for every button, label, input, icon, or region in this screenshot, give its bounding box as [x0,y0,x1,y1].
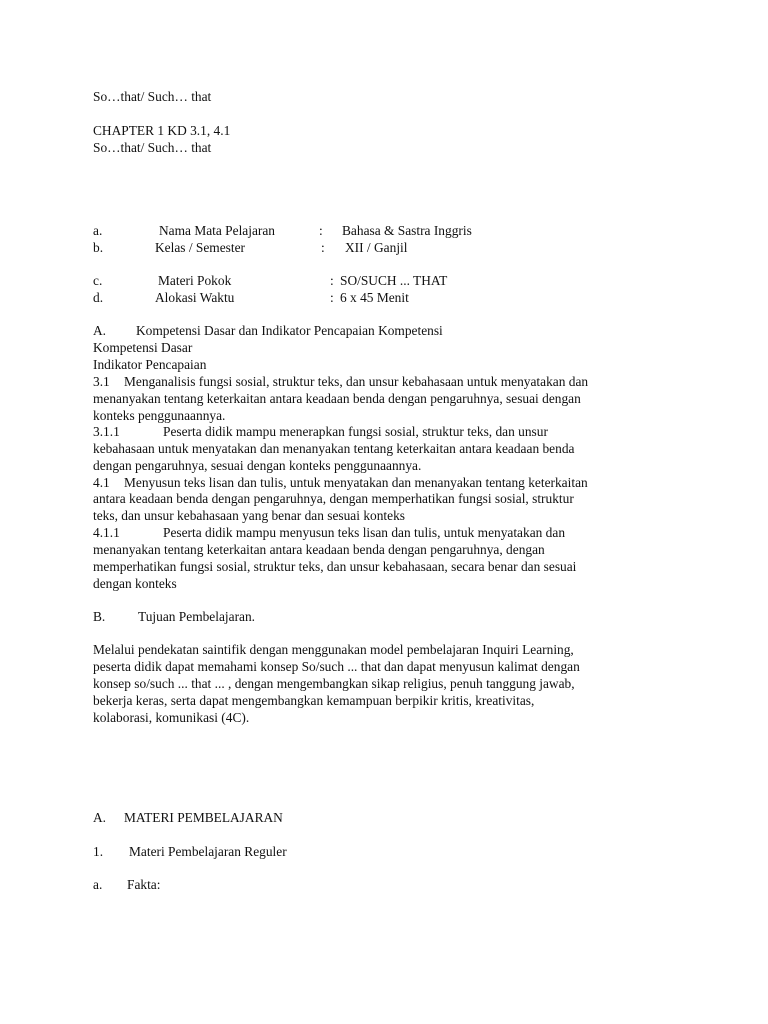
indicator-subheading: Indikator Pencapaian [93,357,207,372]
identity-separator: : [330,290,334,305]
objective-line: bekerja keras, serta dapat mengembangkan kemampuan berpikir kritis, kreativitas, [93,693,535,708]
identity-value: SO/SUCH ... THAT [340,273,448,288]
indicator-3-1-1-line: Peserta didik mampu menerapkan fungsi sosial, struktur teks, dan unsur [163,424,548,439]
section-a-marker: A. [93,323,107,338]
kd-3-1-line: konteks penggunaannya. [93,408,226,423]
materi-item-1: Materi Pembelajaran Reguler [129,844,287,859]
indicator-3-1-1-line: dengan pengaruhnya, sesuai dengan konteks penggunaannya. [93,458,422,473]
indicator-3-1-1-line: kebahasaan untuk menyatakan dan menanyakan tentang keterkaitan antara keadaan benda [93,441,575,456]
section-b-heading: Tujuan Pembelajaran. [138,609,256,624]
identity-separator: : [319,223,323,238]
identity-separator: : [321,240,325,255]
kd-4-1-line: Menyusun teks lisan dan tulis, untuk menyatakan dan menanyakan tentang keterkaitan [124,475,588,490]
indicator-4-1-1-number: 4.1.1 [93,525,120,540]
materi-marker: A. [93,810,107,825]
identity-label: Alokasi Waktu [155,290,235,305]
indicator-4-1-1-line: Peserta didik mampu menyusun teks lisan dan tulis, untuk menyatakan dan [163,525,566,540]
kd-subheading: Kompetensi Dasar [93,340,193,355]
identity-label: Materi Pokok [158,273,232,288]
objective-line: konsep so/such ... that ... , dengan mengembangkan sikap religius, penuh tanggung jawab, [93,676,575,691]
indicator-4-1-1-line: memperhatikan fungsi sosial, struktur teks, dan unsur kebahasaan, secara benar dan sesuai [93,559,577,574]
section-b-marker: B. [93,609,106,624]
identity-marker: c. [93,273,103,288]
objective-line: peserta didik dapat memahami konsep So/such ... that dan dapat menyusun kalimat dengan [93,659,580,674]
materi-item-a: Fakta: [127,877,161,892]
kd-4-1-line: antara keadaan benda dengan pengaruhnya, dengan memperhatikan fungsi sosial, struktur [93,491,574,506]
kd-3-1-number: 3.1 [93,374,110,389]
identity-label: Nama Mata Pelajaran [159,223,275,238]
identity-marker: d. [93,290,104,305]
kd-4-1-line: teks, dan unsur kebahasaan yang benar dan sesuai konteks [93,508,405,523]
doc-title: So…that/ Such… that [93,89,212,104]
kd-4-1-number: 4.1 [93,475,110,490]
kd-3-1-line: Menganalisis fungsi sosial, struktur teks, dan unsur kebahasaan untuk menyatakan dan [124,374,589,389]
section-a-heading: Kompetensi Dasar dan Indikator Pencapaian Kompetensi [136,323,443,338]
identity-value: XII / Ganjil [345,240,408,255]
kd-3-1-line: menanyakan tentang keterkaitan antara keadaan benda dengan pengaruhnya, sesuai dengan [93,391,581,406]
indicator-3-1-1-number: 3.1.1 [93,424,120,439]
chapter-heading: CHAPTER 1 KD 3.1, 4.1 [93,123,231,138]
identity-label: Kelas / Semester [155,240,245,255]
objective-line: kolaborasi, komunikasi (4C). [93,710,250,725]
identity-value: Bahasa & Sastra Inggris [342,223,472,238]
materi-item-a-marker: a. [93,877,103,892]
materi-item-1-marker: 1. [93,844,104,859]
indicator-4-1-1-line: dengan konteks [93,576,177,591]
identity-separator: : [330,273,334,288]
identity-value: 6 x 45 Menit [340,290,409,305]
identity-marker: a. [93,223,103,238]
materi-heading: MATERI PEMBELAJARAN [124,810,283,825]
objective-line: Melalui pendekatan saintifik dengan menggunakan model pembelajaran Inquiri Learning, [93,642,574,657]
indicator-4-1-1-line: menanyakan tentang keterkaitan antara keadaan benda dengan pengaruhnya, dengan [93,542,545,557]
identity-marker: b. [93,240,104,255]
doc-subtitle: So…that/ Such… that [93,140,212,155]
